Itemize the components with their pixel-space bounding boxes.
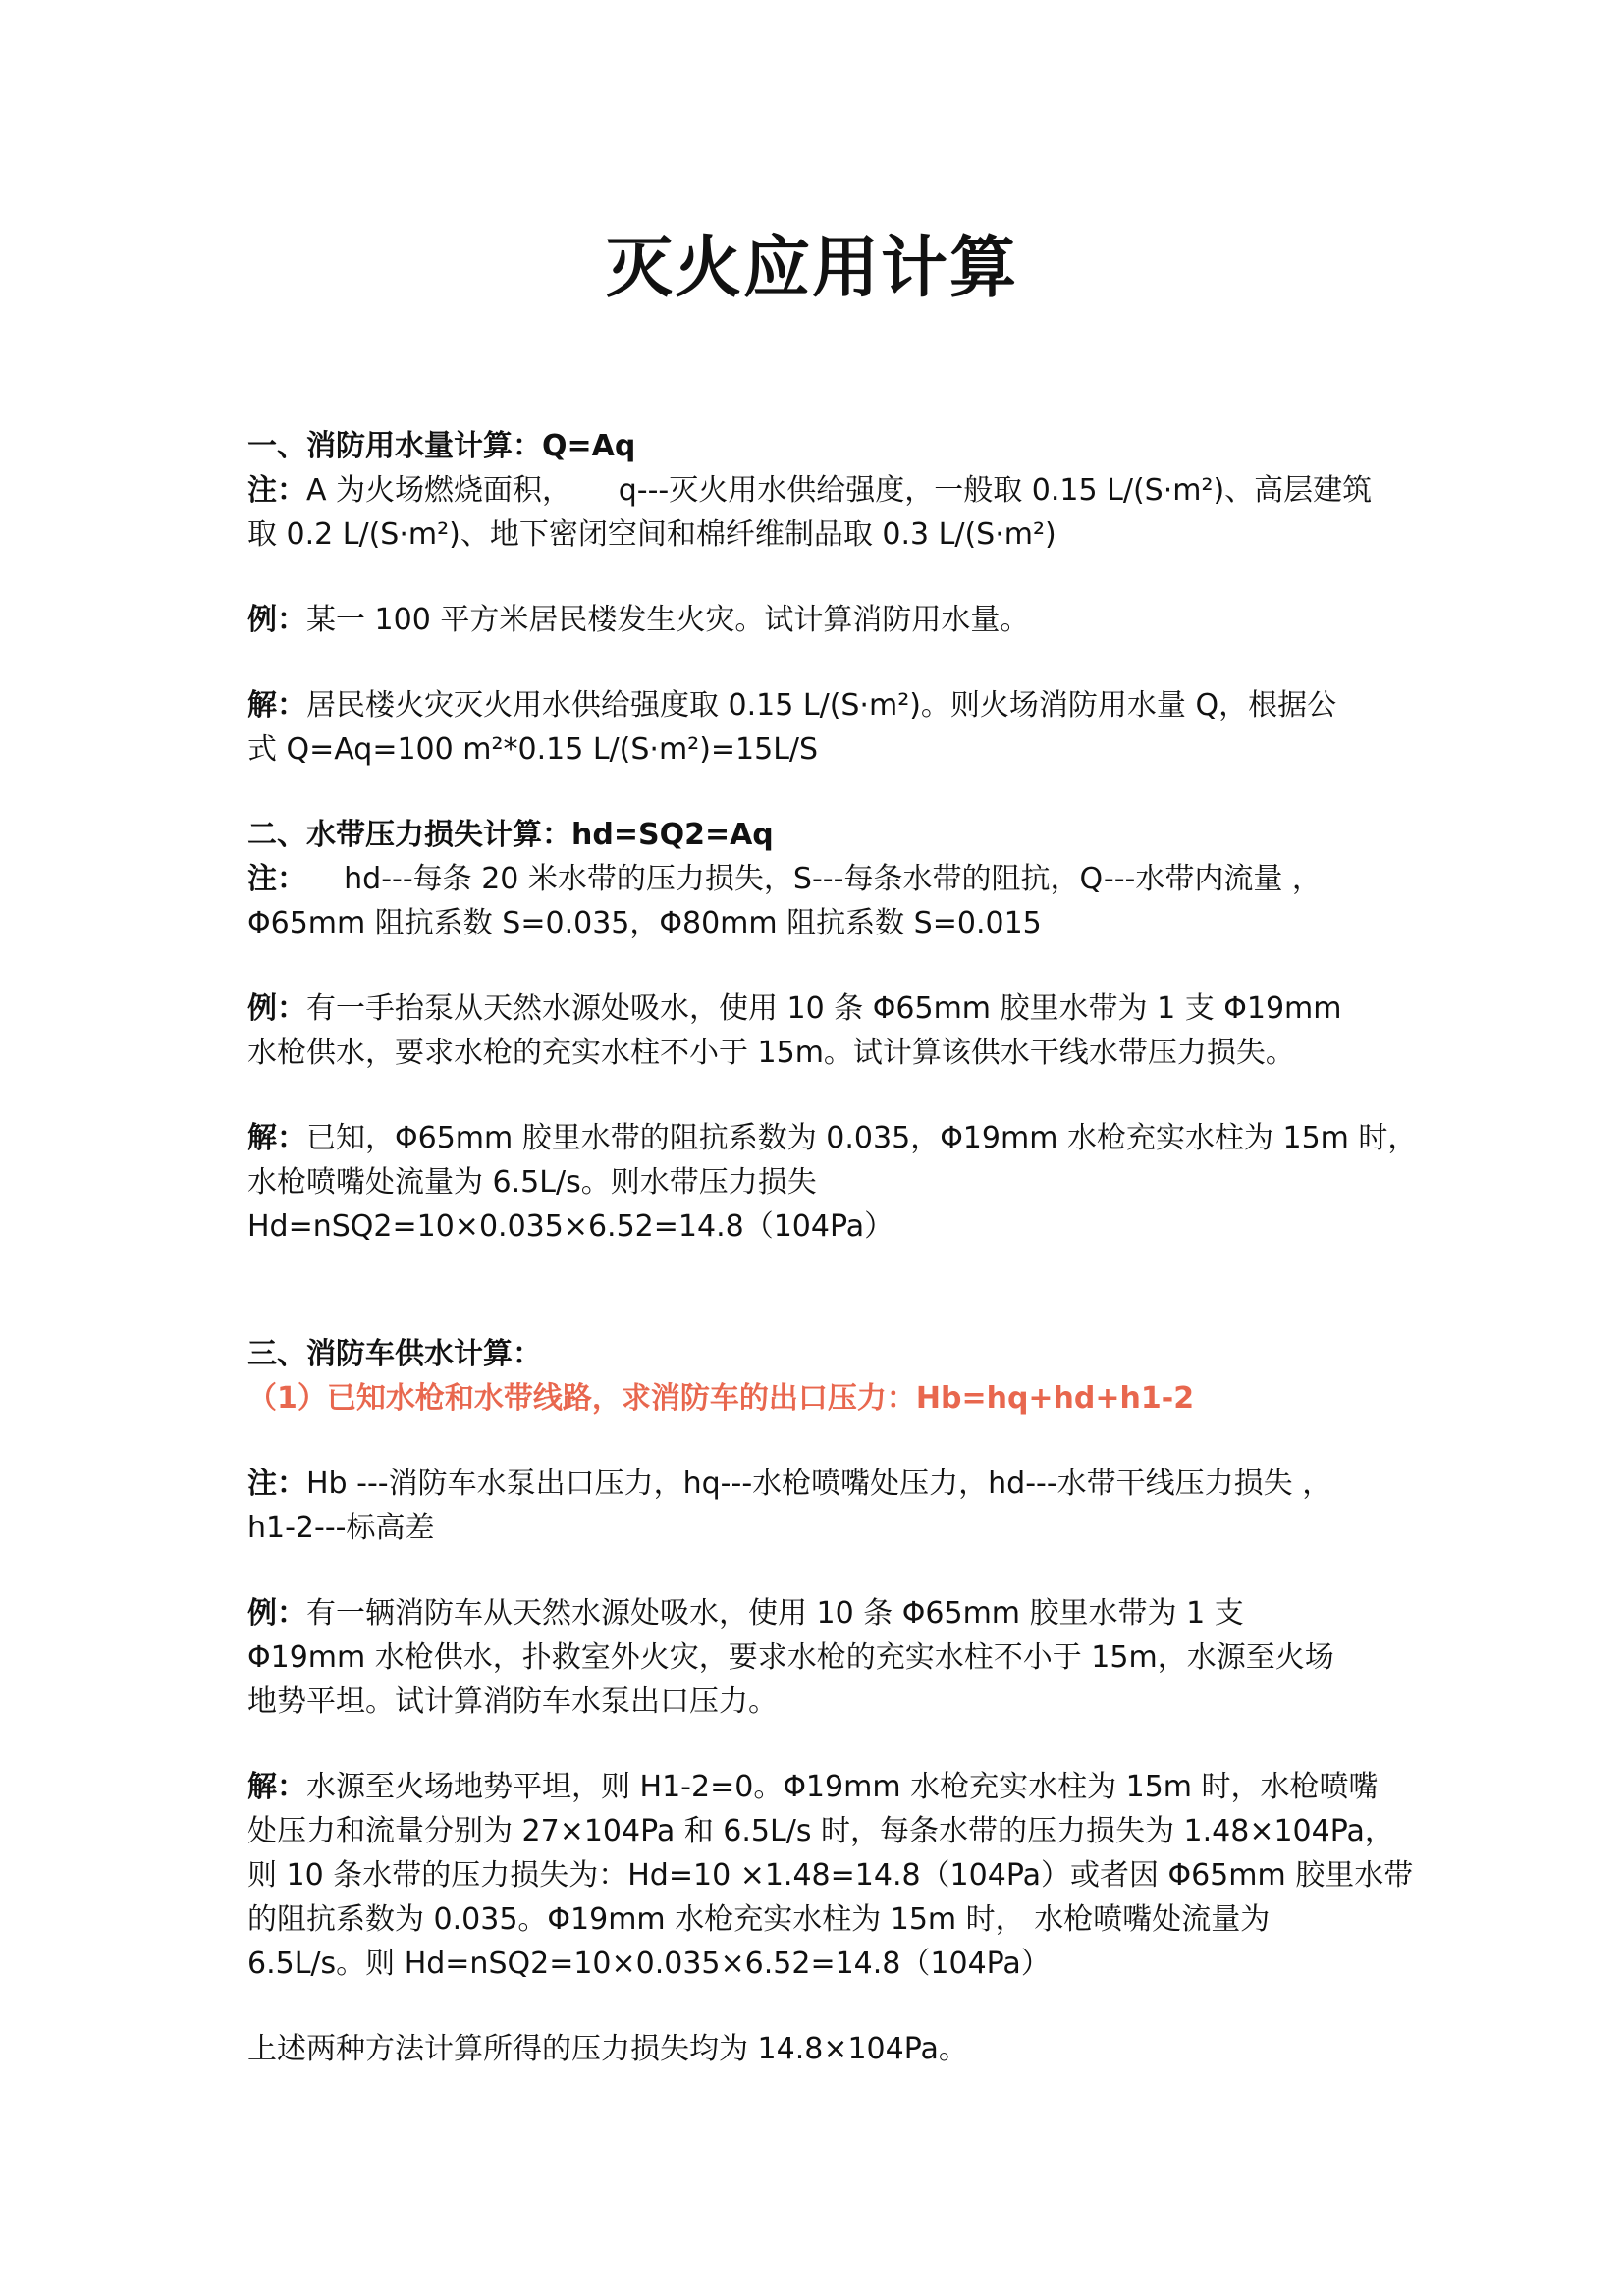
solution-label: 解： bbox=[247, 688, 306, 722]
section-2-note-line-2: Φ65mm 阻抗系数 S=0.035，Φ80mm 阻抗系数 S=0.015 bbox=[247, 906, 1042, 940]
solution-text: 居民楼火灾灭火用水供给强度取 0.15 L/(S·m²)。则火场消防用水量 Q，根据公 bbox=[306, 688, 1337, 722]
note-text: Hb ---消防车水泵出口压力，hq---水枪喷嘴处压力，hd---水带干线压力损失 ， bbox=[306, 1467, 1332, 1501]
section-2-example-line-2: 水枪供水，要求水枪的充实水柱不小于 15m。试计算该供水干线水带压力损失。 bbox=[247, 1036, 1295, 1070]
spacer bbox=[247, 772, 1396, 813]
spacer bbox=[247, 945, 1396, 987]
example-label: 例： bbox=[247, 991, 306, 1026]
spacer bbox=[247, 1986, 1396, 2027]
section-3-note-line-1 bbox=[247, 1462, 1396, 1506]
section-3-example-line-1 bbox=[247, 1591, 1396, 1635]
section-3-solution-line-2: 处压力和流量分别为 27×104Pa 和 6.5L/s 时，每条水带的压力损失为 1.48×104Pa， bbox=[247, 1814, 1394, 1848]
section-2-solution-line-1 bbox=[247, 1116, 1418, 1160]
spacer bbox=[247, 642, 1396, 683]
section-2-example-line-1 bbox=[247, 987, 1396, 1031]
solution-text: 水源至火场地势平坦，则 H1-2=0。Φ19mm 水枪充实水柱为 15m 时，水枪喷嘴 bbox=[306, 1770, 1379, 1804]
section-3-subheading: （1）已知水枪和水带线路，求消防车的出口压力：Hb=hq+hd+h1-2 bbox=[247, 1381, 1195, 1415]
section-1-heading: 一、消防用水量计算：Q=Aq bbox=[247, 429, 636, 463]
section-2-heading: 二、水带压力损失计算：hd=SQ2=Aq bbox=[247, 818, 774, 852]
spacer bbox=[247, 1249, 1396, 1332]
section-3-solution-line-5: 6.5L/s。则 Hd=nSQ2=10×0.035×6.52=14.8（104Pa） bbox=[247, 1947, 1051, 1981]
spacer bbox=[247, 1075, 1396, 1116]
solution-label: 解： bbox=[247, 1121, 306, 1155]
section-3-solution-line-3: 则 10 条水带的压力损失为：Hd=10 ×1.48=14.8（104Pa）或者因 Φ65mm 胶里水带 bbox=[247, 1858, 1414, 1893]
section-3-note-line-2: h1-2---标高差 bbox=[247, 1511, 435, 1545]
section-1-note-line-2: 取 0.2 L/(S·m²)、地下密闭空间和棉纤维制品取 0.3 L/(S·m²) bbox=[247, 517, 1056, 552]
example-label: 例： bbox=[247, 1596, 306, 1630]
section-3-heading: 三、消防车供水计算： bbox=[247, 1337, 542, 1371]
example-text: 有一手抬泵从天然水源处吸水，使用 10 条 Φ65mm 胶里水带为 1 支 Φ19mm bbox=[306, 991, 1342, 1026]
solution-label: 解： bbox=[247, 1770, 306, 1804]
note-label: 注： bbox=[247, 1467, 306, 1501]
example-text: 有一辆消防车从天然水源处吸水，使用 10 条 Φ65mm 胶里水带为 1 支 bbox=[306, 1596, 1244, 1630]
note-label: 注： bbox=[247, 862, 306, 896]
spacer bbox=[247, 1724, 1396, 1765]
document-body bbox=[247, 424, 1418, 2071]
section-3-solution-line-4: 的阻抗系数为 0.035。Φ19mm 水枪充实水柱为 15m 时， 水枪喷嘴处流量为 bbox=[247, 1902, 1271, 1937]
section-3-example-line-2: Φ19mm 水枪供水，扑救室外火灾，要求水枪的充实水柱不小于 15m，水源至火场 bbox=[247, 1640, 1334, 1675]
example-text: 某一 100 平方米居民楼发生火灾。试计算消防用水量。 bbox=[306, 603, 1030, 637]
note-text: A 为火场燃烧面积， q---灭火用水供给强度，一般取 0.15 L/(S·m²)、高层建筑 bbox=[306, 473, 1373, 507]
note-text: hd---每条 20 米水带的压力损失，S---每条水带的阻抗，Q---水带内流量 ， bbox=[306, 862, 1322, 896]
spacer bbox=[247, 1550, 1396, 1591]
example-label: 例： bbox=[247, 603, 306, 637]
spacer bbox=[247, 1420, 1396, 1462]
solution-text: 已知，Φ65mm 胶里水带的阻抗系数为 0.035，Φ19mm 水枪充实水柱为 15m 时， bbox=[306, 1121, 1418, 1155]
section-1-example bbox=[247, 598, 1396, 642]
note-label: 注： bbox=[247, 473, 306, 507]
section-1-solution-line-1 bbox=[247, 683, 1396, 727]
section-3-example-line-3: 地势平坦。试计算消防车水泵出口压力。 bbox=[247, 1684, 778, 1719]
section-1-note-line-1 bbox=[247, 468, 1396, 512]
section-2-solution-line-2: 水枪喷嘴处流量为 6.5L/s。则水带压力损失 bbox=[247, 1165, 817, 1200]
section-2-note-line-1 bbox=[247, 857, 1396, 901]
spacer bbox=[247, 557, 1396, 598]
section-3-solution-line-1 bbox=[247, 1765, 1396, 1809]
section-3-conclusion: 上述两种方法计算所得的压力损失均为 14.8×104Pa。 bbox=[247, 2032, 968, 2066]
document-title: 灭火应用计算 bbox=[605, 230, 1018, 307]
section-1-solution-line-2: 式 Q=Aq=100 m²*0.15 L/(S·m²)=15L/S bbox=[247, 732, 819, 767]
section-2-solution-formula: Hd=nSQ2=10×0.035×6.52=14.8（104Pa） bbox=[247, 1209, 894, 1244]
